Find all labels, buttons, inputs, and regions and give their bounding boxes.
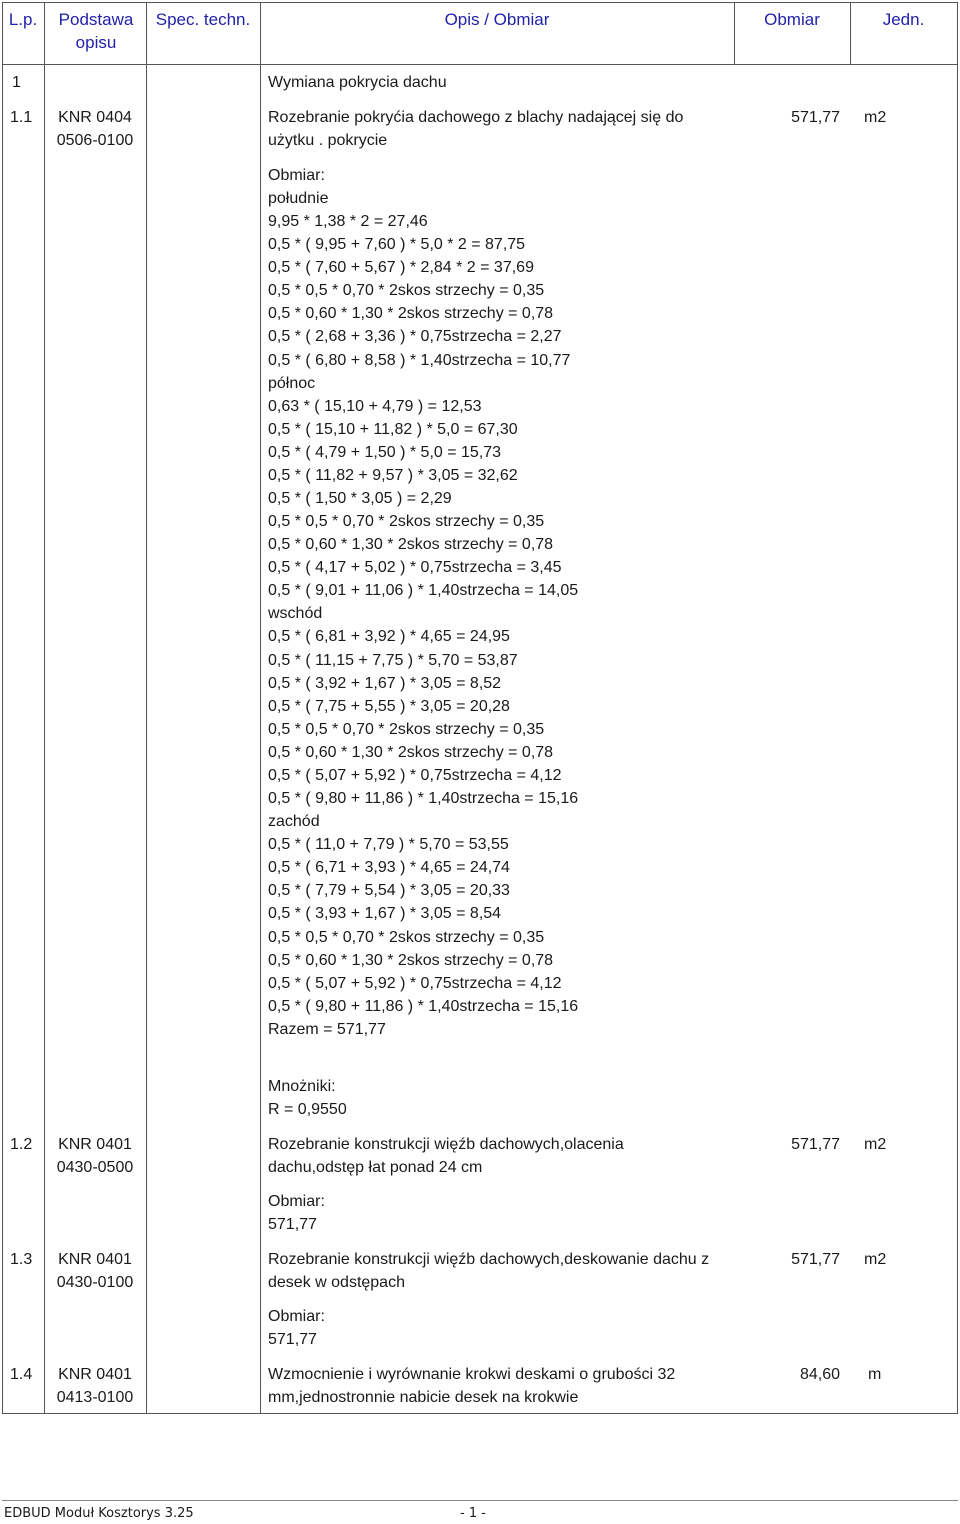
measurement-line: 0,5 * 0,5 * 0,70 * 2skos strzechy = 0,35: [268, 928, 545, 946]
measurement-line: 0,5 * 0,60 * 1,30 * 2skos strzechy = 0,78: [268, 536, 554, 554]
item-1-1-base-line2: 0506-0100: [56, 132, 134, 149]
item-1-2-number: 1.2: [10, 1136, 33, 1153]
item-1-3-obmiar-label: Obmiar:: [268, 1308, 325, 1325]
item-1-1-description-line2: użytku . pokrycie: [268, 132, 388, 149]
measurement-line: 0,5 * ( 9,80 + 11,86 ) * 1,40strzecha = 15,16: [268, 997, 579, 1015]
item-1-3-description-line1: Rozebranie konstrukcji więźb dachowych,deskowanie dachu z: [268, 1251, 710, 1268]
measurement-line: 0,5 * ( 7,60 + 5,67 ) * 2,84 * 2 = 37,69: [268, 259, 534, 277]
item-1-4-description-line2: mm,jednostronnie nabicie desek na krokwie: [268, 1389, 579, 1406]
measurement-line: 0,5 * ( 4,79 + 1,50 ) * 5,0 = 15,73: [268, 443, 502, 461]
header-spec: Spec. techn.: [155, 10, 251, 29]
item-1-2-description-line1: Rozebranie konstrukcji więźb dachowych,olacenia: [268, 1136, 624, 1153]
measurement-line: 0,5 * ( 4,17 + 5,02 ) * 0,75strzecha = 3,45: [268, 559, 562, 577]
measurement-line: zachód: [268, 813, 320, 831]
measurement-line: 0,5 * 0,5 * 0,70 * 2skos strzechy = 0,35: [268, 720, 545, 738]
item-1-1-number: 1.1: [10, 109, 33, 126]
item-1-3-description-line2: desek w odstępach: [268, 1274, 405, 1291]
item-1-3-base-code: [44, 1248, 146, 1294]
item-1-2-obmiar-label: Obmiar:: [268, 1193, 325, 1210]
header-podstawa: Podstawa opisu: [58, 10, 134, 52]
item-1-2-base-line2: 0430-0500: [56, 1159, 134, 1176]
measurement-line: 0,5 * ( 3,92 + 1,67 ) * 3,05 = 8,52: [268, 674, 502, 692]
item-1-3-unit: m2: [864, 1251, 887, 1268]
item-1-3-quantity: 571,77: [791, 1251, 840, 1268]
measurement-line: 0,5 * ( 3,93 + 1,67 ) * 3,05 = 8,54: [268, 905, 502, 923]
header-obmiar: Obmiar: [764, 10, 820, 29]
section-number: 1: [12, 74, 21, 91]
footer-software-name: EDBUD Moduł Kosztorys 3.25: [4, 1506, 194, 1521]
col-border-right: [957, 2, 958, 1414]
section-title: Wymiana pokrycia dachu: [268, 74, 447, 91]
item-1-3-base-line2: 0430-0100: [56, 1274, 134, 1291]
item-1-4-base-line1: KNR 0401: [58, 1366, 132, 1383]
footer-rule: [2, 1500, 958, 1501]
item-1-4-unit: m: [868, 1366, 882, 1383]
item-1-1-description-line1: Rozebranie pokryćia dachowego z blachy nadającej się do: [268, 109, 684, 126]
item-1-2-quantity: 571,77: [791, 1136, 840, 1153]
item-1-3-base-line1: KNR 0401: [58, 1251, 132, 1268]
measurement-line: 0,5 * ( 9,01 + 11,06 ) * 1,40strzecha = 14,05: [268, 582, 579, 600]
measurement-line: 0,5 * ( 11,82 + 9,57 ) * 3,05 = 32,62: [268, 466, 518, 484]
measurement-line: 0,5 * ( 9,80 + 11,86 ) * 1,40strzecha = 15,16: [268, 790, 579, 808]
measurement-line: 0,5 * ( 7,75 + 5,55 ) * 3,05 = 20,28: [268, 697, 510, 715]
measurement-line: 0,5 * 0,5 * 0,70 * 2skos strzechy = 0,35: [268, 513, 545, 531]
measurement-line: 0,63 * ( 15,10 + 4,79 ) = 12,53: [268, 397, 482, 415]
item-1-1-base-line1: KNR 0404: [58, 109, 132, 126]
item-1-1-obmiar-label: Obmiar:: [268, 167, 325, 184]
item-1-1-multiplier-value: R = 0,9550: [268, 1101, 347, 1118]
measurement-line: Razem = 571,77: [268, 1020, 386, 1038]
measurement-line: północ: [268, 374, 316, 392]
item-1-1-multipliers-label: Mnożniki:: [268, 1078, 336, 1095]
col-border-lp: [44, 2, 45, 1414]
item-1-4-quantity: 84,60: [799, 1366, 840, 1383]
item-1-4-base-code: [44, 1363, 146, 1409]
measurement-line: wschód: [268, 605, 323, 623]
measurement-line: 0,5 * ( 11,15 + 7,75 ) * 5,70 = 53,87: [268, 651, 518, 669]
item-1-2-description-line2: dachu,odstęp łat ponad 24 cm: [268, 1159, 483, 1176]
item-1-2-base-code: [44, 1133, 146, 1179]
measurement-line: 0,5 * ( 7,79 + 5,54 ) * 3,05 = 20,33: [268, 882, 510, 900]
measurement-line: 0,5 * ( 11,0 + 7,79 ) * 5,70 = 53,55: [268, 836, 509, 854]
item-1-3-number: 1.3: [10, 1251, 33, 1268]
measurement-line: 0,5 * 0,60 * 1,30 * 2skos strzechy = 0,78: [268, 951, 554, 969]
col-border-podstawa: [146, 2, 147, 1414]
measurement-line: 0,5 * ( 15,10 + 11,82 ) * 5,0 = 67,30: [268, 420, 518, 438]
header-lp: L.p.: [8, 10, 38, 29]
measurement-line: południe: [268, 190, 329, 207]
measurement-line: 9,95 * 1,38 * 2 = 27,46: [268, 213, 428, 231]
measurement-line: 0,5 * ( 5,07 + 5,92 ) * 0,75strzecha = 4,12: [268, 766, 562, 784]
measurement-line: 0,5 * 0,5 * 0,70 * 2skos strzechy = 0,35: [268, 282, 545, 300]
item-1-1-unit: m2: [864, 109, 887, 126]
measurement-line: 0,5 * ( 9,95 + 7,60 ) * 5,0 * 2 = 87,75: [268, 236, 526, 254]
measurement-line: 0,5 * ( 6,81 + 3,92 ) * 4,65 = 24,95: [268, 628, 510, 646]
measurement-line: 0,5 * ( 6,80 + 8,58 ) * 1,40strzecha = 10,77: [268, 351, 571, 369]
measurement-line: 0,5 * 0,60 * 1,30 * 2skos strzechy = 0,78: [268, 305, 554, 323]
measurement-line: 0,5 * ( 2,68 + 3,36 ) * 0,75strzecha = 2,27: [268, 328, 562, 346]
col-border-spec: [260, 2, 261, 1414]
item-1-4-base-line2: 0413-0100: [56, 1389, 134, 1406]
header-jedn: Jedn.: [882, 10, 925, 29]
item-1-2-base-line1: KNR 0401: [58, 1136, 132, 1153]
measurement-line: 0,5 * ( 5,07 + 5,92 ) * 0,75strzecha = 4,12: [268, 974, 562, 992]
measurement-line: 0,5 * ( 1,50 * 3,05 ) = 2,29: [268, 490, 452, 508]
item-1-2-unit: m2: [864, 1136, 887, 1153]
header-opis: Opis / Obmiar: [444, 10, 550, 29]
col-border-left: [2, 2, 3, 1414]
item-1-4-description-line1: Wzmocnienie i wyrównanie krokwi deskami o grubości 32: [268, 1366, 676, 1383]
item-1-3-obmiar-value: 571,77: [268, 1331, 317, 1348]
item-1-1-quantity: 571,77: [791, 109, 840, 126]
footer-page-number: - 1 -: [460, 1506, 486, 1521]
measurement-line: 0,5 * ( 6,71 + 3,93 ) * 4,65 = 24,74: [268, 859, 510, 877]
item-1-1-measurement-lines: [268, 187, 578, 1041]
item-1-4-number: 1.4: [10, 1366, 33, 1383]
measurement-line: 0,5 * 0,60 * 1,30 * 2skos strzechy = 0,78: [268, 743, 554, 761]
item-1-2-obmiar-value: 571,77: [268, 1216, 317, 1233]
item-1-1-base-code: [44, 106, 146, 152]
